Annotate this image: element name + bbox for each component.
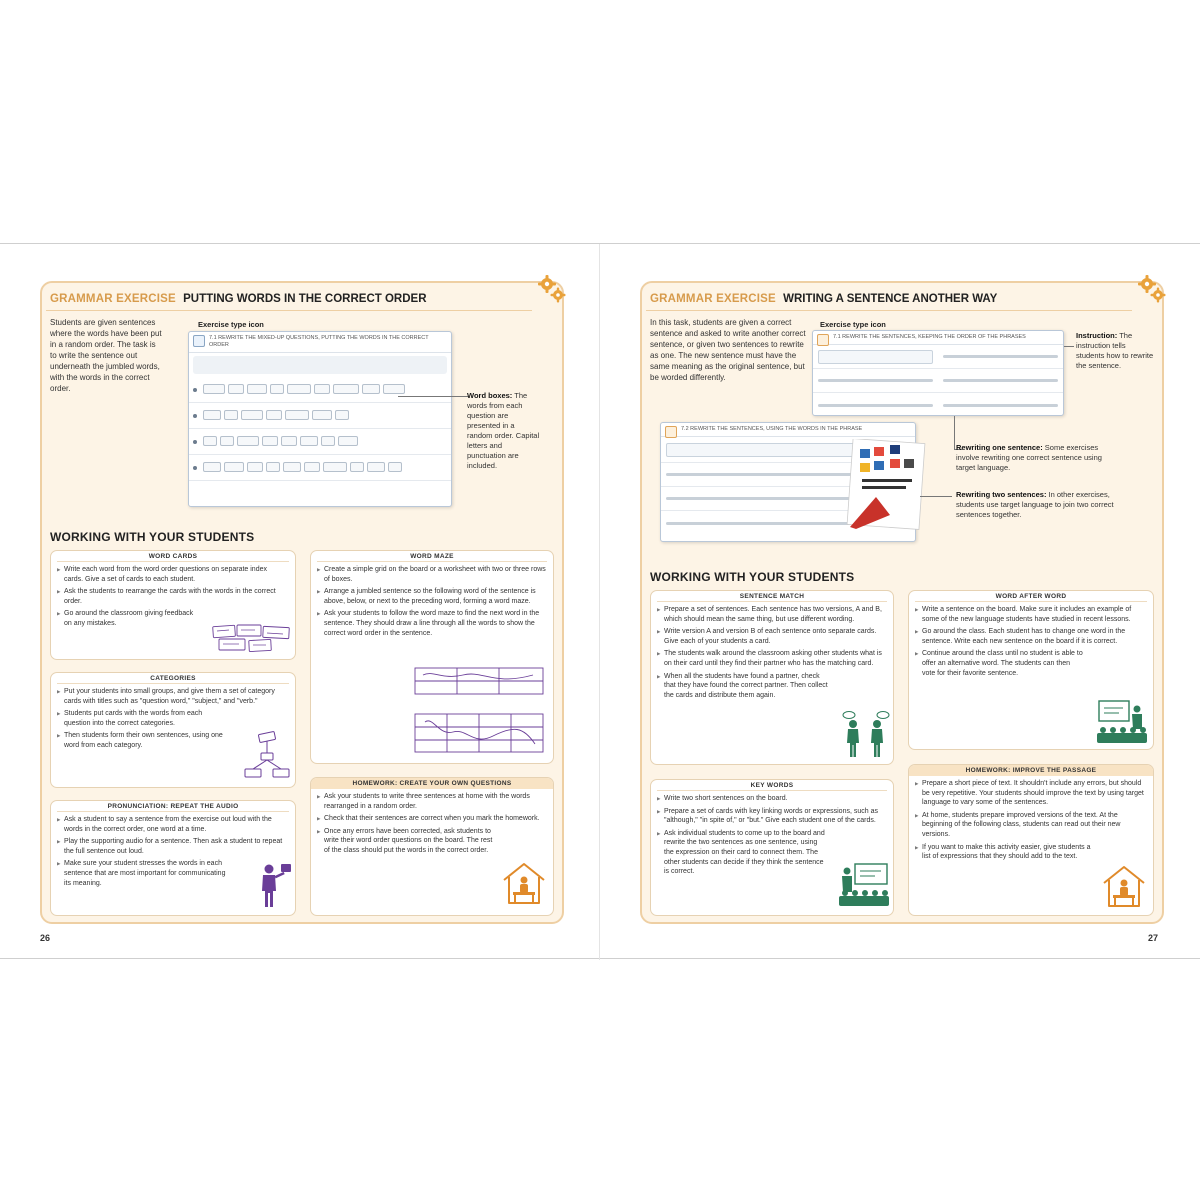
- categories-card: [50, 672, 296, 788]
- exercise-type-icon: [665, 426, 677, 438]
- rewrite-two-leader: [920, 496, 952, 497]
- word-maze-card: [310, 550, 554, 764]
- word-boxes-callout: Word boxes: The words from each question are presented in a random order. Capital letters and punctuation are included.: [467, 391, 540, 470]
- left-working-heading: WORKING WITH YOUR STUDENTS: [50, 530, 255, 544]
- homework-item: ▶ Prepare a short piece of text. It shouldn't include any errors, but should be very repetitive. Your students should improve the text by using target language to vary some of the sentences.: [915, 779, 1147, 808]
- rewrite-row: [813, 345, 1063, 369]
- right-kicker: GRAMMAR EXERCISE: [650, 293, 776, 305]
- category-tree-icon: [243, 731, 291, 781]
- word-after-word-item: ▶ Continue around the class until no student is able to offer an alternative word. The students can then vote for their favorite sentence.: [915, 649, 1085, 678]
- right-page-number: 27: [1148, 933, 1159, 943]
- word-maze-item: ▶ Ask your students to follow the word maze to find the next word in the sentence. They should draw a line through all the words to show the correct word order in the sentence.: [317, 609, 547, 638]
- gears-icon: [536, 273, 568, 305]
- word-cards-item: ▶ Write each word from the word order questions on separate index cards. Give a set of cards to each student.: [57, 565, 285, 584]
- rewrite-screen-two-head: [661, 423, 915, 437]
- word-maze-item: ▶ Create a simple grid on the board or a worksheet with two or three rows of boxes.: [317, 565, 547, 584]
- word-cards-item: ▶ Ask the students to rearrange the cards with the words in the correct order.: [57, 587, 285, 606]
- worksheet-photo: [846, 439, 926, 531]
- left-panel: [40, 281, 564, 924]
- right-title-bar: [646, 287, 1132, 311]
- rewrite-screen-one-head-text: 7.1 REWRITE THE SENTENCES, KEEPING THE ORDER OF THE PHRASES: [833, 334, 1026, 340]
- sentence-match-title: SENTENCE MATCH: [657, 591, 887, 602]
- word-boxes-title: Word boxes: [467, 391, 510, 400]
- gears-icon: [1136, 273, 1168, 305]
- speaking-student-icon: [257, 861, 293, 909]
- left-page-number: 26: [40, 933, 51, 943]
- categories-item: ▶ Then students form their own sentences, using one word from each category.: [57, 731, 229, 750]
- word-cards-card: [50, 550, 296, 660]
- left-homework-title: HOMEWORK: CREATE YOUR OWN QUESTIONS: [311, 778, 553, 789]
- word-after-word-title: WORD AFTER WORD: [915, 591, 1147, 602]
- categories-title: CATEGORIES: [57, 673, 289, 684]
- rewrite-one-callout: Rewriting one sentence: Some exercises involve rewriting one correct sentence using target language.: [956, 443, 1102, 472]
- right-homework-card: [908, 764, 1154, 916]
- word-maze-title: WORD MAZE: [317, 551, 547, 562]
- categories-item: ▶ Students put cards with the words from each question into the correct categories.: [57, 709, 227, 728]
- right-working-heading: WORKING WITH YOUR STUDENTS: [650, 570, 855, 584]
- exercise-type-icon: [193, 335, 205, 347]
- left-title: PUTTING WORDS IN THE CORRECT ORDER: [183, 293, 427, 305]
- exercise-type-icon: [817, 334, 829, 346]
- word-maze-item: ▶ Arrange a jumbled sentence so the following word of the sentence is above, below, or next to the preceding word, forming a word maze.: [317, 587, 547, 606]
- left-intro: Students are given sentences where the words have been put in a random order. The task is to write the sentence out underneath the jumbled words, with the words in the correct order.: [50, 318, 162, 393]
- class-board-icon: [837, 862, 891, 908]
- rewrite-two-title: Rewriting two sentences: [956, 490, 1044, 499]
- left-exercise-label: Exercise type icon: [198, 320, 264, 329]
- right-intro: In this task, students are given a correct sentence and asked to write another correct sentence, or given two sentences to rewrite as one. The new sentence must have the same meaning as the original sentence, but be worded differently.: [650, 318, 806, 382]
- sentence-match-item: ▶ The students walk around the classroom asking other students what is on their card until they find their partner who has the matching card.: [657, 649, 887, 668]
- right-panel: [640, 281, 1164, 924]
- word-boxes-text: The words from each question are presented in a random order. Capital letters and punctuation are included.: [467, 391, 540, 470]
- sentence-match-item: ▶ When all the students have found a partner, check that they have found the correct partner. Then collect the cards and distribute them again.: [657, 672, 833, 701]
- right-homework-title: HOMEWORK: IMPROVE THE PASSAGE: [909, 765, 1153, 776]
- homework-item: ▶ Ask your students to write three sentences at home with the words rearranged in a random order.: [317, 792, 547, 811]
- word-box-row: [189, 455, 451, 481]
- rewrite-one-text: Some exercises involve rewriting one correct sentence using target language.: [956, 443, 1102, 472]
- teacher-board-icon: [1095, 699, 1149, 745]
- homework-item: ▶ Once any errors have been corrected, ask students to write their word order questions on the board. The rest of the class should put the words in the correct order.: [317, 827, 495, 856]
- rewrite-one-title: Rewriting one sentence: [956, 443, 1041, 452]
- sentence-match-item: ▶ Write version A and version B of each sentence onto separate cards. Give each of your students a card.: [657, 627, 887, 646]
- home-study-icon: [501, 860, 547, 906]
- book-spread: [0, 243, 1200, 959]
- example-sentence: [193, 356, 447, 374]
- word-cards-item: ▶ Go around the classroom giving feedback on any mistakes.: [57, 609, 197, 628]
- key-words-item: ▶ Ask individual students to come up to the board and rewrite the two sentences as one sentence, using the expression on their card to connect them. The other students can decide if they think the sentence is correct.: [657, 829, 827, 877]
- instruction-leader: [1064, 346, 1074, 347]
- pronunciation-item: ▶ Play the supporting audio for a sentence. Then ask a student to repeat the full sentence out loud.: [57, 837, 289, 856]
- word-after-word-item: ▶ Go around the class. Each student has to change one word in the sentence. Write each new sentence on the board if it is correct.: [915, 627, 1147, 646]
- word-boxes-leader: [398, 396, 468, 397]
- categories-item: ▶ Put your students into small groups, and give them a set of category cards with titles such as "question word," "subject," and "verb.": [57, 687, 289, 706]
- key-words-item: ▶ Prepare a set of cards with key linking words or expressions, such as "although," "in spite of," or "but." Give each student one of the cards.: [657, 807, 887, 826]
- right-title: WRITING A SENTENCE ANOTHER WAY: [783, 293, 998, 305]
- pronunciation-item: ▶ Ask a student to say a sentence from the exercise out loud with the words in the correct order, one word at a time.: [57, 815, 289, 834]
- sentence-match-item: ▶ Prepare a set of sentences. Each sentence has two versions, A and B, which should mean the same thing, but use different wording.: [657, 605, 887, 624]
- word-after-word-card: [908, 590, 1154, 750]
- rewrite-two-text: In other exercises, students use target language to join two correct sentences together.: [956, 490, 1114, 519]
- rewrite-screen-one-head: [813, 331, 1063, 345]
- sentence-match-card: [650, 590, 894, 765]
- instruction-title: Instruction: [1076, 331, 1115, 340]
- left-title-bar: [46, 287, 532, 311]
- word-cards-title: WORD CARDS: [57, 551, 289, 562]
- word-box-row: [189, 377, 451, 403]
- rewrite-screen-one: [812, 330, 1064, 416]
- key-words-title: KEY WORDS: [657, 780, 887, 791]
- pronunciation-title: PRONUNCIATION: REPEAT THE AUDIO: [57, 801, 289, 812]
- word-box-row: [189, 429, 451, 455]
- word-cards-illustration: [211, 623, 293, 653]
- pronunciation-card: [50, 800, 296, 916]
- word-after-word-item: ▶ Write a sentence on the board. Make sure it includes an example of some of the new language students have studied in recent lessons.: [915, 605, 1147, 624]
- right-exercise-label: Exercise type icon: [820, 320, 886, 329]
- rewrite-two-callout: Rewriting two sentences: In other exercises, students use target language to join two correct sentences together.: [956, 490, 1114, 519]
- home-study-icon: [1101, 863, 1147, 909]
- left-kicker: GRAMMAR EXERCISE: [50, 293, 176, 305]
- left-homework-card: [310, 777, 554, 916]
- rewrite-row: [813, 393, 1063, 417]
- pronunciation-item: ▶ Make sure your student stresses the words in each sentence that are most important for communicating its meaning.: [57, 859, 227, 888]
- left-screen-head: [189, 332, 451, 353]
- homework-item: ▶ At home, students prepare improved versions of the text. At the beginning of the following class, students can read out their new versions.: [915, 811, 1147, 840]
- instruction-callout: Instruction: The instruction tells students how to rewrite the sentence.: [1076, 331, 1154, 370]
- students-talking-icon: [841, 711, 891, 759]
- instruction-text: The instruction tells students how to rewrite the sentence.: [1076, 331, 1154, 370]
- left-exercise-screen: [188, 331, 452, 507]
- page-gutter: [599, 244, 600, 960]
- homework-item: ▶ Check that their sentences are correct when you mark the homework.: [317, 814, 547, 824]
- word-maze-illustration: [413, 666, 545, 754]
- left-screen-head-text: 7.1 REWRITE THE MIXED-UP QUESTIONS, PUTTING THE WORDS IN THE CORRECT ORDER: [209, 335, 429, 348]
- word-box-row: [189, 403, 451, 429]
- key-words-card: [650, 779, 894, 916]
- key-words-item: ▶ Write two short sentences on the board.: [657, 794, 887, 804]
- rewrite-screen-two-head-text: 7.2 REWRITE THE SENTENCES, USING THE WORDS IN THE PHRASE: [681, 426, 863, 432]
- homework-item: ▶ If you want to make this activity easier, give students a list of expressions that they should add to the text.: [915, 843, 1095, 862]
- rewrite-row: [813, 369, 1063, 393]
